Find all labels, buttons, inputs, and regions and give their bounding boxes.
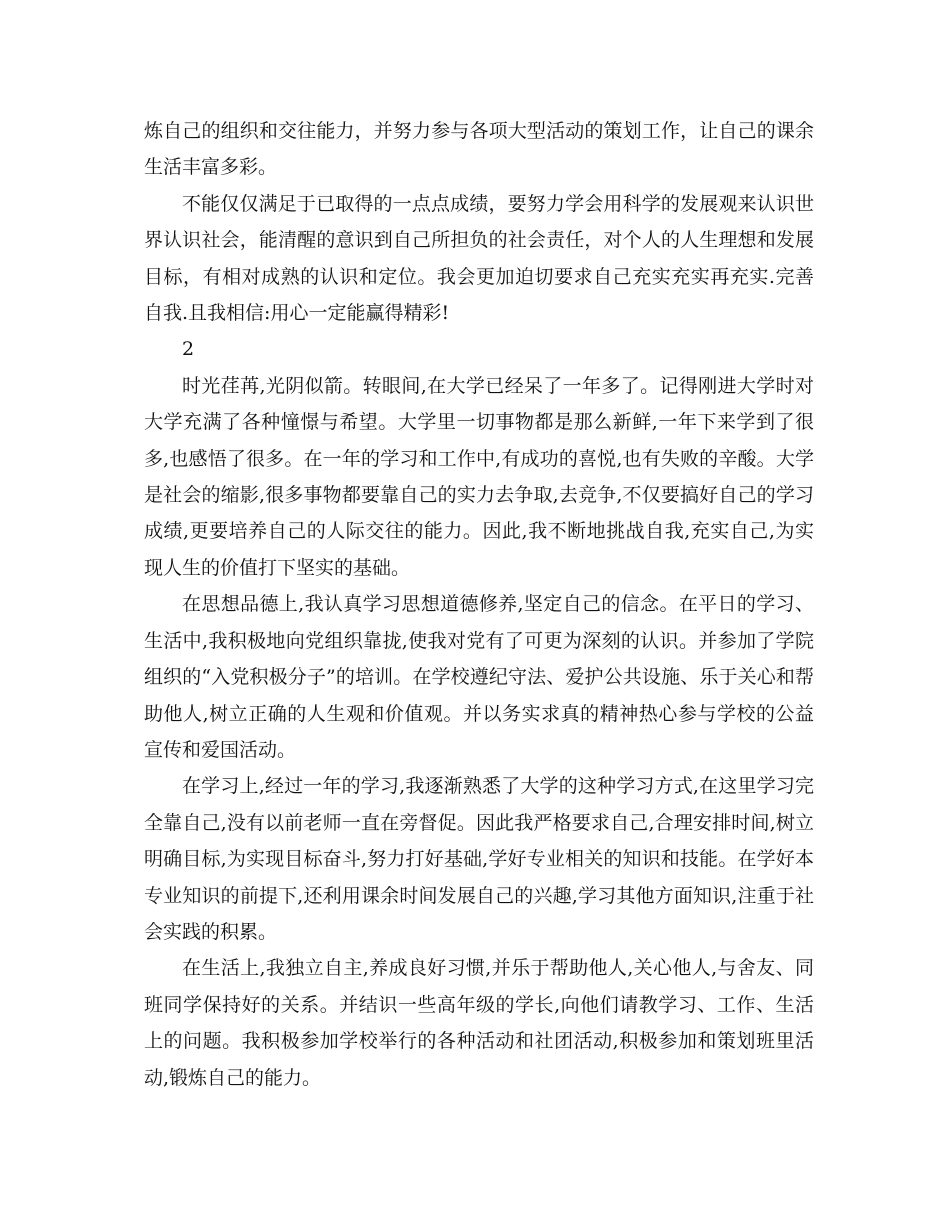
- paragraph: 在学习上,经过一年的学习,我逐渐熟悉了大学的这种学习方式,在这里学习完全靠自己,没有以前老师一直在旁督促。因此我严格要求自己,合理安排时间,树立明确目标,为实现目标奋斗,努力打好基础,学好专业相关的知识和技能。在学好本专业知识的前提下,还利用课余时间发展自己的兴趣,学习其他方面知识,注重于社会实践的积累。: [144, 775, 814, 943]
- document-body: [144, 113, 814, 1096]
- paragraph: 时光荏苒,光阴似箭。转眼间,在大学已经呆了一年多了。记得刚进大学时对大学充满了各种憧憬与希望。大学里一切事物都是那么新鲜,一年下来学到了很多,也感悟了很多。在一年的学习和工作中,有成功的喜悦,也有失败的辛酸。大学是社会的缩影,很多事物都要靠自己的实力去争取,去竞争,不仅要搞好自己的学习成绩,更要培养自己的人际交往的能力。因此,我不断地挑战自我,充实自己,为实现人生的价值打下坚实的基础。: [144, 374, 814, 579]
- section-number: 2: [182, 338, 195, 361]
- paragraph: 在思想品德上,我认真学习思想道德修养,坚定自己的信念。在平日的学习、生活中,我积极地向党组织靠拢,使我对党有了可更为深刻的认识。并参加了学院组织的“入党积极分子”的培训。在学校遵纪守法、爱护公共设施、乐于关心和帮助他人,树立正确的人生观和价值观。并以务实求真的精神热心参与学校的公益宣传和爱国活动。: [144, 593, 814, 761]
- paragraph-continued: 炼自己的组织和交往能力，并努力参与各项大型活动的策划工作，让自己的课余生活丰富多彩。: [144, 120, 814, 179]
- paragraph: 在生活上,我独立自主,养成良好习惯,并乐于帮助他人,关心他人,与舍友、同班同学保持好的关系。并结识一些高年级的学长,向他们请教学习、工作、生活上的问题。我积极参加学校举行的各种活动和社团活动,积极参加和策划班里活动,锻炼自己的能力。: [144, 957, 814, 1089]
- paragraph: 不能仅仅满足于已取得的一点点成绩，要努力学会用科学的发展观来认识世界认识社会，能清醒的意识到自己所担负的社会责任，对个人的人生理想和发展目标，有相对成熟的认识和定位。我会更加迫切要求自己充实充实再充实.完善自我.且我相信:用心一定能赢得精彩!: [144, 192, 814, 325]
